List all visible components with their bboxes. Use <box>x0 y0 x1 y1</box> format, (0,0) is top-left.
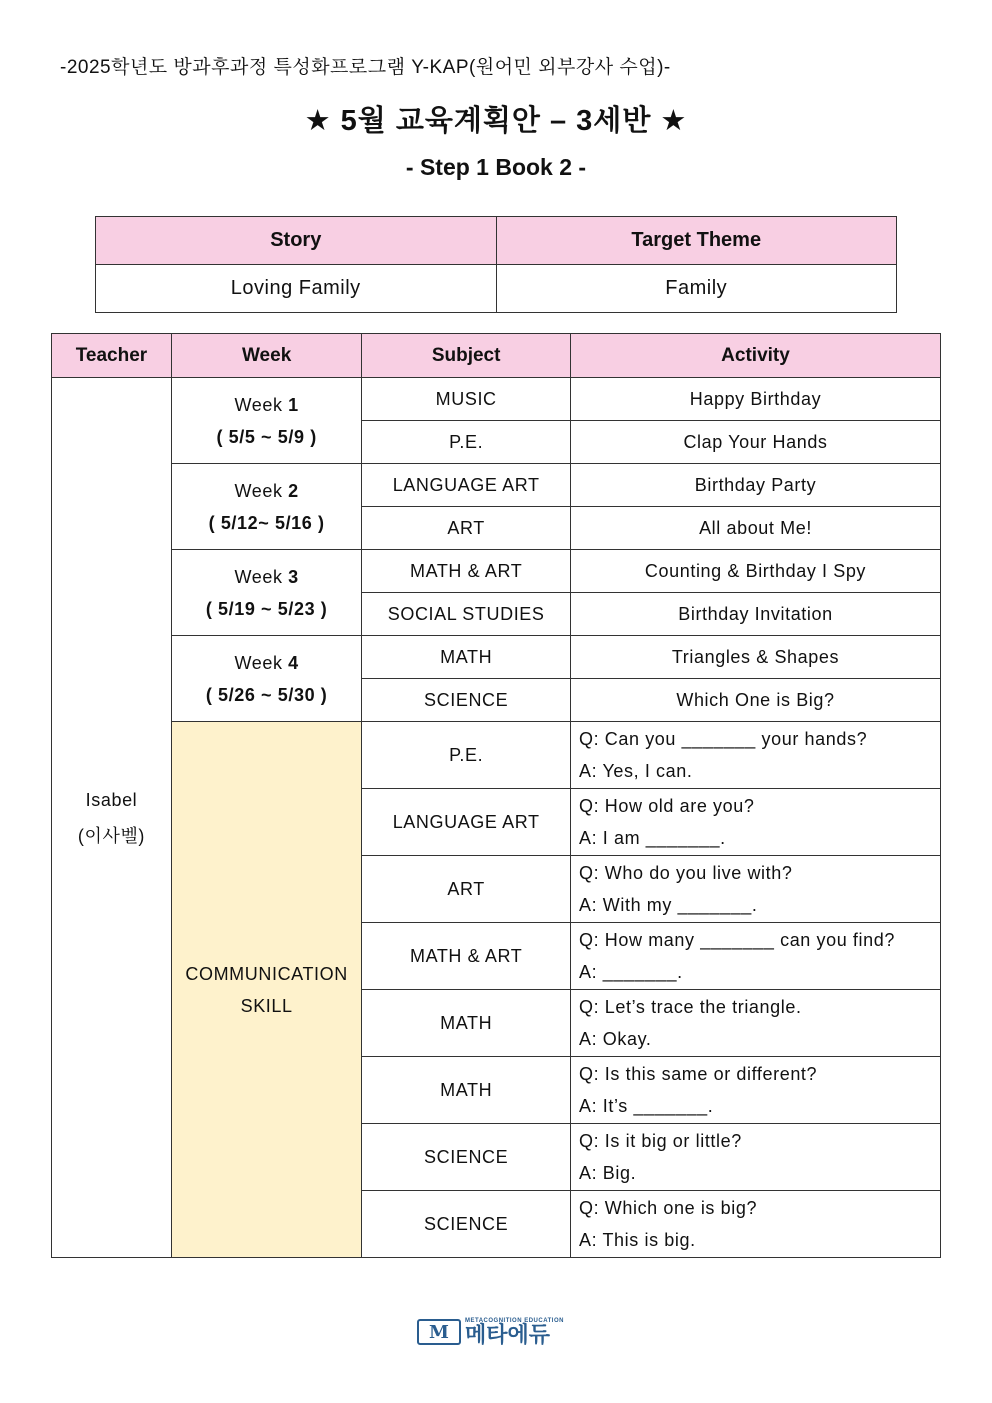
week-number: 1 <box>288 394 299 415</box>
logo-wordmark: 메타에듀 <box>465 1322 551 1347</box>
program-line: -2025학년도 방과후과정 특성화프로그램 Y-KAP(원어민 외부강사 수업)- <box>60 57 671 78</box>
question-text: Q: Let’s trace the triangle. <box>578 997 802 1017</box>
week-range: ( 5/5 ~ 5/9 ) <box>216 426 317 447</box>
question-text: Q: Can you _______ your hands? <box>578 729 868 749</box>
week-range: ( 5/19 ~ 5/23 ) <box>205 598 328 619</box>
answer-text: A: I am _______. <box>578 828 726 848</box>
subject-cell: MATH & ART <box>362 923 571 990</box>
question-text: Q: Who do you live with? <box>578 863 793 883</box>
subject-cell: SCIENCE <box>362 679 571 722</box>
subject-header: Subject <box>362 334 571 378</box>
answer-text: A: With my _______. <box>578 895 758 915</box>
week-label: Week <box>234 480 289 501</box>
activity-header: Activity <box>570 334 940 378</box>
story-value: Loving Family <box>96 265 497 313</box>
communication-skill-cell <box>171 722 361 1258</box>
qa-cell <box>570 1057 940 1124</box>
communication-label-line1: COMMUNICATION <box>185 963 348 984</box>
activity-cell: Triangles & Shapes <box>570 636 940 679</box>
week-cell <box>171 550 361 636</box>
subject-cell: MUSIC <box>362 378 571 421</box>
teacher-name: Isabel <box>85 789 138 810</box>
target-theme-value: Family <box>496 265 897 313</box>
week-label: Week <box>234 652 289 673</box>
activity-cell: Happy Birthday <box>570 378 940 421</box>
subject-cell: MATH <box>362 636 571 679</box>
week-number: 3 <box>288 566 299 587</box>
subject-cell: SCIENCE <box>362 1191 571 1258</box>
activity-cell: Which One is Big? <box>570 679 940 722</box>
activity-cell: Clap Your Hands <box>570 421 940 464</box>
activity-cell: Birthday Party <box>570 464 940 507</box>
subject-cell: SOCIAL STUDIES <box>362 593 571 636</box>
answer-text: A: Okay. <box>578 1029 652 1049</box>
subject-cell: MATH <box>362 990 571 1057</box>
subject-cell: MATH & ART <box>362 550 571 593</box>
page-title: ★ 5월 교육계획안 – 3세반 ★ <box>304 105 688 137</box>
question-text: Q: How old are you? <box>578 796 755 816</box>
answer-text: A: This is big. <box>578 1230 696 1250</box>
week-range: ( 5/26 ~ 5/30 ) <box>205 684 328 705</box>
week-number: 4 <box>288 652 299 673</box>
question-text: Q: Which one is big? <box>578 1198 758 1218</box>
subject-cell: LANGUAGE ART <box>362 464 571 507</box>
story-table <box>95 216 897 313</box>
week-header: Week <box>171 334 361 378</box>
subject-cell: SCIENCE <box>362 1124 571 1191</box>
teacher-header: Teacher <box>52 334 172 378</box>
week-cell <box>171 378 361 464</box>
qa-cell <box>570 1191 940 1258</box>
qa-cell <box>570 722 940 789</box>
week-cell <box>171 464 361 550</box>
question-text: Q: How many _______ can you find? <box>578 930 895 950</box>
story-header: Story <box>96 217 497 265</box>
qa-cell <box>570 923 940 990</box>
logo-tagline: METACOGNITION EDUCATION <box>465 1318 564 1324</box>
answer-text: A: Yes, I can. <box>578 761 693 781</box>
qa-cell <box>570 856 940 923</box>
subject-cell: MATH <box>362 1057 571 1124</box>
page-subtitle: - Step 1 Book 2 - <box>405 154 587 180</box>
subject-cell: ART <box>362 856 571 923</box>
answer-text: A: It’s _______. <box>578 1096 714 1116</box>
activity-cell: Counting & Birthday I Spy <box>570 550 940 593</box>
week-range: ( 5/12~ 5/16 ) <box>208 512 325 533</box>
qa-cell <box>570 1124 940 1191</box>
plan-table <box>51 333 941 1258</box>
question-text: Q: Is this same or different? <box>578 1064 818 1084</box>
subject-cell: ART <box>362 507 571 550</box>
subject-cell: P.E. <box>362 722 571 789</box>
week-label: Week <box>234 394 289 415</box>
activity-cell: All about Me! <box>570 507 940 550</box>
week-cell <box>171 636 361 722</box>
question-text: Q: Is it big or little? <box>578 1131 742 1151</box>
teacher-cell <box>52 378 172 1258</box>
qa-cell <box>570 990 940 1057</box>
subject-cell: P.E. <box>362 421 571 464</box>
communication-label-line2: SKILL <box>240 995 293 1016</box>
footer-logo <box>417 1318 564 1346</box>
activity-cell: Birthday Invitation <box>570 593 940 636</box>
teacher-korean-name: (이사벨) <box>77 825 146 846</box>
target-theme-header: Target Theme <box>496 217 897 265</box>
week-label: Week <box>234 566 289 587</box>
answer-text: A: _______. <box>578 962 683 982</box>
week-number: 2 <box>288 480 299 501</box>
qa-cell <box>570 789 940 856</box>
answer-text: A: Big. <box>578 1163 637 1183</box>
book-logo-icon: M <box>417 1319 461 1345</box>
subject-cell: LANGUAGE ART <box>362 789 571 856</box>
